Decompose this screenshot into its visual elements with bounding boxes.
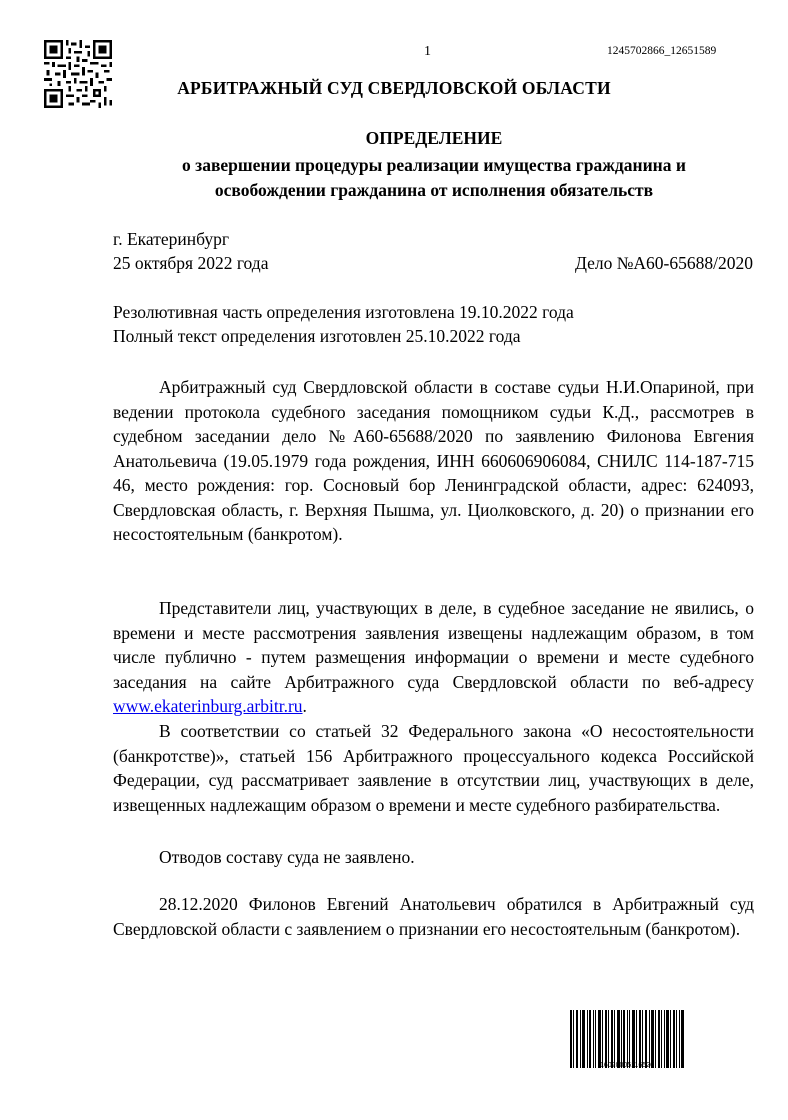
city: г. Екатеринбург <box>113 229 230 249</box>
page-number: 1 <box>424 44 431 59</box>
court-website-link[interactable]: www.ekaterinburg.arbitr.ru <box>113 696 303 716</box>
document-date: 25 октября 2022 года <box>113 253 269 273</box>
paragraph-no-recusal: Отводов составу суда не заявлено. <box>159 847 415 867</box>
case-number: Дело №А60-65688/2020 <box>574 253 753 273</box>
paragraph-filing: 28.12.2020 Филонов Евгений Анатольевич обратился в Арбитражный суд Свердловской области с заявлением о признании его несостоятельным (банкротом). <box>113 894 754 939</box>
paragraph-legal-basis: В соответствии со статьей 32 Федерального закона «О несостоятельности (банкротстве)», статьей 156 Арбитражного процессуального кодекса Российской Федерации, суд рассматривает заявление в отсутствии лиц, участвующих в деле, извещенных надлежащим образом о времени и месте судебного разбирательства. <box>113 721 754 815</box>
notification-end: . <box>302 696 307 716</box>
subtitle-line-1: о завершении процедуры реализации имущества гражданина и <box>182 155 686 175</box>
full-text-date-line: Полный текст определения изготовлен 25.10.2022 года <box>113 326 521 346</box>
notification-text: Представители лиц, участвующих в деле, в судебное заседание не явились, о времени и месте рассмотрения заявления извещены надлежащим образом, в том числе публично - путем размещения информации о времени и месте судебного заседания на сайте Арбитражного суда Свердловской области по веб-адресу <box>113 598 754 692</box>
court-name: АРБИТРАЖНЫЙ СУД СВЕРДЛОВСКОЙ ОБЛАСТИ <box>177 78 611 98</box>
subtitle-line-2: освобождении гражданина от исполнения обязательств <box>214 180 654 200</box>
barcode <box>570 1010 684 1068</box>
document-subtitle <box>0 153 788 203</box>
paragraph-court-composition: Арбитражный суд Свердловской области в составе судьи Н.И.Опариной, при ведении протокола судебного заседания помощником судьи К.Д., рассмотрев в судебном заседании дело №А60-65688/2020 по заявлению Филонова Евгения Анатольевича (19.05.1979 года рождения, ИНН 660606906084, СНИЛС 114-187-715 46, место рождения: гор. Сосновый бор Ленинградской области, адрес: 624093, Свердловская область, г. Верхняя Пышма, ул. Циолковского, д. 20) о признании его несостоятельным (банкротом). <box>113 377 754 544</box>
document-title: ОПРЕДЕЛЕНИЕ <box>365 128 503 148</box>
barcode-number: 16020005116526 <box>600 1062 654 1069</box>
paragraph-notification <box>113 596 754 719</box>
resolution-date-line: Резолютивная часть определения изготовлена 19.10.2022 года <box>113 302 574 322</box>
document-id: 1245702866_12651589 <box>607 45 717 57</box>
